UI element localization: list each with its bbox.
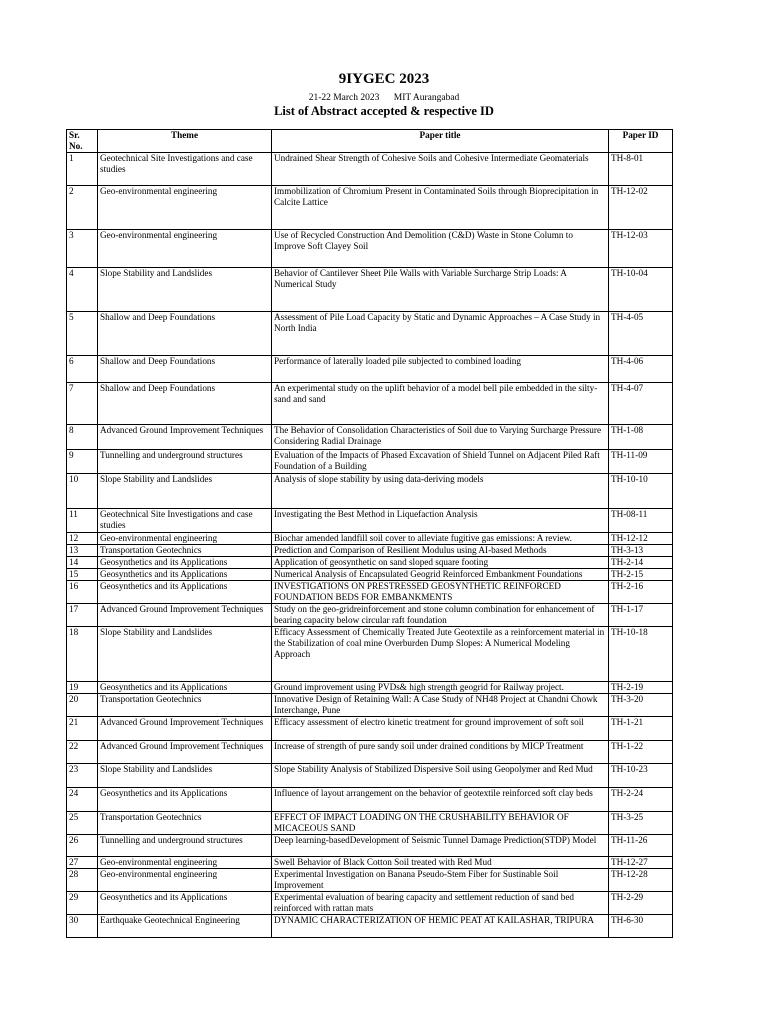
theme-cell: Earthquake Geotechnical Engineering <box>98 915 272 938</box>
table-row <box>67 312 673 356</box>
table-row <box>67 425 673 450</box>
table-row <box>67 764 673 788</box>
sr-no-cell: 14 <box>67 557 98 569</box>
paper-id-cell: TH-2-16 <box>609 581 673 604</box>
column-header-theme: Theme <box>98 130 272 153</box>
paper-id-cell: TH-11-26 <box>609 835 673 857</box>
table-row <box>67 356 673 383</box>
sr-no-cell: 28 <box>67 869 98 892</box>
paper-id-cell: TH-1-22 <box>609 741 673 764</box>
theme-cell: Geosynthetics and its Applications <box>98 557 272 569</box>
sr-no-cell: 8 <box>67 425 98 450</box>
paper-title-cell: Innovative Design of Retaining Wall: A Case Study of NH48 Project at Chandni Chowk Interchange, Pune <box>272 694 609 717</box>
sr-no-cell: 27 <box>67 857 98 869</box>
paper-id-cell: TH-08-11 <box>609 509 673 533</box>
theme-cell: Geo-environmental engineering <box>98 857 272 869</box>
sr-no-cell: 21 <box>67 717 98 741</box>
sr-no-cell: 9 <box>67 450 98 474</box>
table-header-row <box>67 130 673 153</box>
paper-title-cell: An experimental study on the uplift behavior of a model bell pile embedded in the silty-sand and sand <box>272 383 609 425</box>
paper-title-cell: Efficacy assessment of electro kinetic treatment for ground improvement of soft soil <box>272 717 609 741</box>
paper-title-cell: Deep learning-basedDevelopment of Seismic Tunnel Damage Prediction(STDP) Model <box>272 835 609 857</box>
paper-id-cell: TH-2-19 <box>609 682 673 694</box>
paper-title-cell: The Behavior of Consolidation Characteristics of Soil due to Varying Surcharge Pressure Considering Radial Drainage <box>272 425 609 450</box>
paper-id-cell: TH-2-29 <box>609 892 673 915</box>
sr-no-cell: 19 <box>67 682 98 694</box>
table-row <box>67 869 673 892</box>
table-row <box>67 741 673 764</box>
table-row <box>67 230 673 268</box>
paper-id-cell: TH-1-17 <box>609 604 673 627</box>
paper-id-cell: TH-10-10 <box>609 474 673 509</box>
paper-id-cell: TH-1-08 <box>609 425 673 450</box>
sr-no-cell: 6 <box>67 356 98 383</box>
paper-title-cell: Experimental Investigation on Banana Pseudo-Stem Fiber for Sustinable Soil Improvement <box>272 869 609 892</box>
sr-no-cell: 29 <box>67 892 98 915</box>
column-header-sr-no: Sr. No. <box>67 130 98 153</box>
table-row <box>67 383 673 425</box>
paper-title-cell: Swell Behavior of Black Cotton Soil treated with Red Mud <box>272 857 609 869</box>
theme-cell: Advanced Ground Improvement Techniques <box>98 604 272 627</box>
sr-no-cell: 2 <box>67 186 98 230</box>
paper-title-cell: Study on the geo-gridreinforcement and stone column combination for enhancement of bearing capacity below circular raft foundation <box>272 604 609 627</box>
sr-no-cell: 18 <box>67 627 98 682</box>
sr-no-cell: 1 <box>67 153 98 186</box>
sr-no-cell: 17 <box>67 604 98 627</box>
sr-no-cell: 26 <box>67 835 98 857</box>
paper-id-cell: TH-12-03 <box>609 230 673 268</box>
list-subtitle: List of Abstract accepted & respective ID <box>274 104 494 118</box>
theme-cell: Geosynthetics and its Applications <box>98 581 272 604</box>
theme-cell: Slope Stability and Landslides <box>98 268 272 312</box>
paper-title-cell: Evaluation of the Impacts of Phased Excavation of Shield Tunnel on Adjacent Piled Raft Foundation of a Building <box>272 450 609 474</box>
theme-cell: Transportation Geotechnics <box>98 694 272 717</box>
sr-no-cell: 22 <box>67 741 98 764</box>
theme-cell: Geotechnical Site Investigations and case studies <box>98 153 272 186</box>
table-row <box>67 474 673 509</box>
table-row <box>67 533 673 545</box>
paper-title-cell: Numerical Analysis of Encapsulated Geogrid Reinforced Embankment Foundations <box>272 569 609 581</box>
paper-title-cell: Performance of laterally loaded pile subjected to combined loading <box>272 356 609 383</box>
theme-cell: Transportation Geotechnics <box>98 812 272 835</box>
table-row <box>67 627 673 682</box>
document-header <box>0 70 768 118</box>
paper-title-cell: Increase of strength of pure sandy soil under drained conditions by MICP Treatment <box>272 741 609 764</box>
theme-cell: Geosynthetics and its Applications <box>98 569 272 581</box>
paper-id-cell: TH-4-06 <box>609 356 673 383</box>
paper-id-cell: TH-11-09 <box>609 450 673 474</box>
theme-cell: Geo-environmental engineering <box>98 186 272 230</box>
paper-id-cell: TH-2-14 <box>609 557 673 569</box>
theme-cell: Tunnelling and underground structures <box>98 450 272 474</box>
paper-id-cell: TH-12-28 <box>609 869 673 892</box>
paper-id-cell: TH-2-24 <box>609 788 673 812</box>
theme-cell: Transportation Geotechnics <box>98 545 272 557</box>
table-row <box>67 186 673 230</box>
conference-title: 9IYGEC 2023 <box>338 71 430 87</box>
sr-no-cell: 25 <box>67 812 98 835</box>
theme-cell: Geo-environmental engineering <box>98 230 272 268</box>
abstract-table <box>66 129 673 938</box>
paper-title-cell: Behavior of Cantilever Sheet Pile Walls with Variable Surcharge Strip Loads: A Numerical Study <box>272 268 609 312</box>
paper-id-cell: TH-6-30 <box>609 915 673 938</box>
event-meta <box>0 93 768 104</box>
sr-no-cell: 20 <box>67 694 98 717</box>
paper-id-cell: TH-3-20 <box>609 694 673 717</box>
event-venue: MIT Aurangabad <box>393 93 460 103</box>
theme-cell: Shallow and Deep Foundations <box>98 356 272 383</box>
paper-title-cell: Investigating the Best Method in Liquefaction Analysis <box>272 509 609 533</box>
table-row <box>67 788 673 812</box>
table-row <box>67 915 673 938</box>
paper-id-cell: TH-12-02 <box>609 186 673 230</box>
theme-cell: Advanced Ground Improvement Techniques <box>98 717 272 741</box>
sr-no-cell: 10 <box>67 474 98 509</box>
table-row <box>67 268 673 312</box>
sr-no-cell: 11 <box>67 509 98 533</box>
theme-cell: Geosynthetics and its Applications <box>98 788 272 812</box>
paper-title-cell: Influence of layout arrangement on the behavior of geotextile reinforced soft clay beds <box>272 788 609 812</box>
table-row <box>67 557 673 569</box>
table-row <box>67 604 673 627</box>
column-header-paper-title: Paper title <box>272 130 609 153</box>
paper-id-cell: TH-2-15 <box>609 569 673 581</box>
paper-title-cell: Efficacy Assessment of Chemically Treated Jute Geotextile as a reinforcement material in the Stabilization of coal mine Overburden Dump Slopes: A Numerical Modeling Approach <box>272 627 609 682</box>
sr-no-cell: 23 <box>67 764 98 788</box>
event-dates: 21-22 March 2023 <box>308 93 380 103</box>
sr-no-cell: 16 <box>67 581 98 604</box>
paper-id-cell: TH-10-23 <box>609 764 673 788</box>
theme-cell: Geo-environmental engineering <box>98 533 272 545</box>
paper-id-cell: TH-8-01 <box>609 153 673 186</box>
sr-no-cell: 30 <box>67 915 98 938</box>
paper-title-cell: Slope Stability Analysis of Stabilized Dispersive Soil using Geopolymer and Red Mud <box>272 764 609 788</box>
theme-cell: Slope Stability and Landslides <box>98 474 272 509</box>
paper-title-cell: Analysis of slope stability by using data-deriving models <box>272 474 609 509</box>
sr-no-cell: 24 <box>67 788 98 812</box>
table-row <box>67 509 673 533</box>
paper-title-cell: Biochar amended landfill soil cover to alleviate fugitive gas emissions: A review. <box>272 533 609 545</box>
sr-no-cell: 4 <box>67 268 98 312</box>
paper-title-cell: Assessment of Pile Load Capacity by Static and Dynamic Approaches – A Case Study in North India <box>272 312 609 356</box>
paper-title-cell: Immobilization of Chromium Present in Contaminated Soils through Bioprecipitation in Calcite Lattice <box>272 186 609 230</box>
theme-cell: Slope Stability and Landslides <box>98 764 272 788</box>
sr-no-cell: 3 <box>67 230 98 268</box>
paper-id-cell: TH-4-07 <box>609 383 673 425</box>
theme-cell: Geo-environmental engineering <box>98 869 272 892</box>
paper-id-cell: TH-12-12 <box>609 533 673 545</box>
paper-id-cell: TH-10-18 <box>609 627 673 682</box>
paper-title-cell: INVESTIGATIONS ON PRESTRESSED GEOSYNTHETIC REINFORCED FOUNDATION BEDS FOR EMBANKMENTS <box>272 581 609 604</box>
table-row <box>67 694 673 717</box>
table-row <box>67 892 673 915</box>
paper-title-cell: Use of Recycled Construction And Demolition (C&D) Waste in Stone Column to Improve Soft Clayey Soil <box>272 230 609 268</box>
paper-id-cell: TH-10-04 <box>609 268 673 312</box>
theme-cell: Geosynthetics and its Applications <box>98 892 272 915</box>
paper-title-cell: DYNAMIC CHARACTERIZATION OF HEMIC PEAT AT KAILASHAR, TRIPURA <box>272 915 609 938</box>
theme-cell: Tunnelling and underground structures <box>98 835 272 857</box>
theme-cell: Slope Stability and Landslides <box>98 627 272 682</box>
paper-title-cell: Prediction and Comparison of Resilient Modulus using AI-based Methods <box>272 545 609 557</box>
paper-id-cell: TH-1-21 <box>609 717 673 741</box>
sr-no-cell: 12 <box>67 533 98 545</box>
table-row <box>67 153 673 186</box>
table-row <box>67 857 673 869</box>
sr-no-cell: 7 <box>67 383 98 425</box>
theme-cell: Advanced Ground Improvement Techniques <box>98 741 272 764</box>
paper-id-cell: TH-12-27 <box>609 857 673 869</box>
column-header-paper-id: Paper ID <box>609 130 673 153</box>
paper-id-cell: TH-3-13 <box>609 545 673 557</box>
paper-id-cell: TH-4-05 <box>609 312 673 356</box>
theme-cell: Shallow and Deep Foundations <box>98 383 272 425</box>
table-row <box>67 682 673 694</box>
paper-id-cell: TH-3-25 <box>609 812 673 835</box>
table-row <box>67 717 673 741</box>
table-row <box>67 545 673 557</box>
paper-title-cell: Application of geosynthetic on sand sloped square footing <box>272 557 609 569</box>
sr-no-cell: 5 <box>67 312 98 356</box>
sr-no-cell: 13 <box>67 545 98 557</box>
paper-title-cell: Ground improvement using PVDs& high strength geogrid for Railway project. <box>272 682 609 694</box>
table-row <box>67 450 673 474</box>
theme-cell: Shallow and Deep Foundations <box>98 312 272 356</box>
theme-cell: Geosynthetics and its Applications <box>98 682 272 694</box>
table-row <box>67 812 673 835</box>
table-row <box>67 835 673 857</box>
sr-no-cell: 15 <box>67 569 98 581</box>
theme-cell: Geotechnical Site Investigations and case studies <box>98 509 272 533</box>
theme-cell: Advanced Ground Improvement Techniques <box>98 425 272 450</box>
paper-title-cell: Undrained Shear Strength of Cohesive Soils and Cohesive Intermediate Geomaterials <box>272 153 609 186</box>
paper-title-cell: EFFECT OF IMPACT LOADING ON THE CRUSHABILITY BEHAVIOR OF MICACEOUS SAND <box>272 812 609 835</box>
table-row <box>67 581 673 604</box>
paper-title-cell: Experimental evaluation of bearing capacity and settlement reduction of sand bed reinforced with rattan mats <box>272 892 609 915</box>
table-row <box>67 569 673 581</box>
